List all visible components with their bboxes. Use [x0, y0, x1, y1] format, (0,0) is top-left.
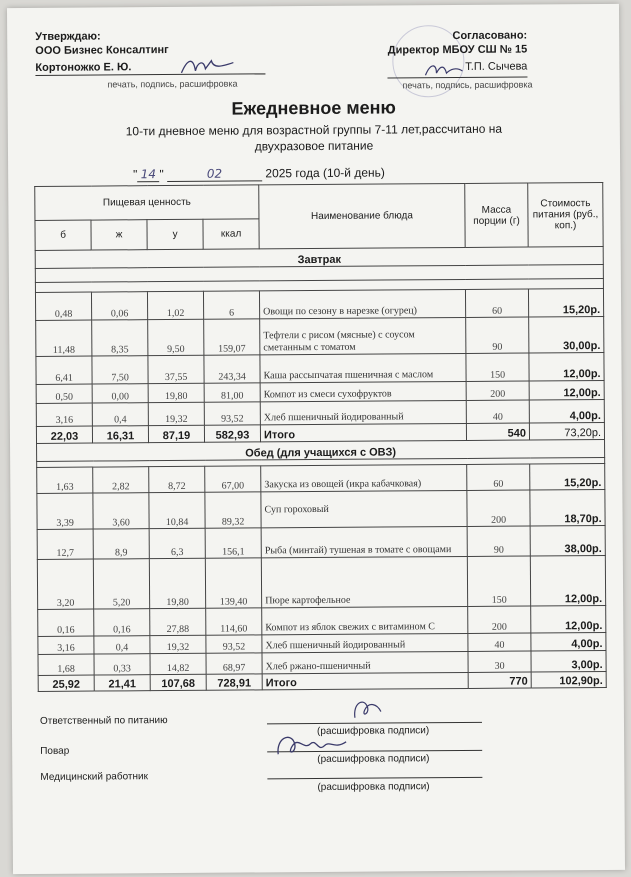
- cell-price: 3,00р.: [531, 650, 606, 672]
- header-mass: Масса порции (г): [465, 183, 528, 247]
- footer-responsible: Ответственный по питанию: [39, 715, 168, 727]
- cell-price: 15,20р.: [530, 463, 605, 490]
- cell-kcal: 93,52: [206, 635, 262, 653]
- cell-zh: 3,60: [93, 493, 149, 529]
- cell-price: 12,00р.: [529, 352, 604, 381]
- cell-zh: 0,06: [91, 292, 147, 320]
- footer-hint-cook: (расшифровка подписи): [317, 753, 430, 765]
- cell-u: 14,82: [150, 653, 206, 674]
- header-nutrition: Пищевая ценность: [35, 185, 259, 221]
- date-year: 2025 года (10-й день): [265, 165, 385, 181]
- cell-u: 19,32: [150, 635, 206, 653]
- approve-organization: ООО Бизнес Консалтинг: [35, 44, 169, 57]
- cell-u: 19,80: [148, 383, 204, 402]
- cell-zh: 0,33: [94, 654, 150, 675]
- cell-price: 18,70р.: [530, 489, 605, 526]
- footer-cook: Повар: [40, 745, 70, 757]
- cell-u: 27,88: [150, 608, 206, 635]
- cell-zh: 8,35: [92, 320, 148, 356]
- cell-kcal: 156,1: [205, 528, 261, 558]
- cell-dish: Суп гороховый: [261, 490, 467, 527]
- date-day: 14: [137, 167, 159, 182]
- cell-kcal: 159,07: [204, 319, 260, 355]
- agree-person: Т.П. Сычева: [465, 60, 528, 73]
- approve-hint: печать, подпись, расшифровка: [107, 78, 238, 90]
- cell-kcal: 243,34: [204, 355, 260, 383]
- cell-b: 3,20: [37, 559, 93, 609]
- cell-kcal: 68,97: [206, 653, 262, 674]
- total-mass: 540: [466, 423, 529, 440]
- table-row: [37, 525, 605, 559]
- cell-b: 3,16: [38, 636, 94, 654]
- total-price: 102,90р.: [531, 671, 606, 688]
- cell-mass: 30: [468, 651, 531, 672]
- total-u: 87,19: [148, 425, 204, 442]
- cell-u: 19,80: [149, 558, 205, 608]
- section-label: Завтрак: [35, 246, 603, 268]
- table-row: [36, 352, 604, 384]
- cell-mass: 60: [466, 289, 529, 317]
- cell-price: 12,00р.: [531, 605, 606, 633]
- cell-b: 12,7: [37, 529, 93, 559]
- cell-b: 1,63: [37, 467, 93, 493]
- cell-mass: 90: [466, 317, 529, 353]
- cell-dish: Компот из смеси сухофруктов: [260, 381, 466, 401]
- cell-mass: 200: [468, 606, 531, 633]
- page-subtitle: [8, 120, 620, 156]
- cell-zh: 0,4: [92, 403, 148, 426]
- approve-person: Кортоножко Е. Ю.: [35, 61, 132, 74]
- agree-hint: печать, подпись, расшифровка: [402, 79, 533, 91]
- menu-date: [133, 166, 385, 183]
- cell-kcal: 114,60: [206, 608, 262, 635]
- header-u: у: [147, 219, 203, 249]
- cell-dish: Закуска из овощей (икра кабачковая): [261, 464, 467, 491]
- cell-price: 4,00р.: [531, 632, 606, 651]
- cell-kcal: 139,40: [205, 558, 261, 608]
- cell-b: 0,16: [38, 609, 94, 636]
- approve-signature: [177, 53, 237, 79]
- cell-u: 8,72: [149, 466, 205, 492]
- cell-dish: Пюре картофельное: [261, 556, 467, 607]
- page-title: Ежедневное меню: [231, 97, 396, 119]
- header-cost: Стоимость питания (руб., коп.): [528, 182, 603, 247]
- date-open-quote: ": [133, 167, 138, 182]
- cell-mass: 40: [468, 633, 531, 651]
- table-row: [37, 463, 605, 493]
- cell-u: 6,3: [149, 528, 205, 558]
- subtitle-line-1: 10-ти дневное меню для возрастной группы 7-11 лет,рассчитано на: [125, 121, 503, 139]
- cell-mass: 60: [467, 464, 530, 490]
- cell-zh: 2,82: [93, 467, 149, 493]
- cell-kcal: 81,00: [204, 383, 260, 402]
- approval-block: [35, 29, 169, 75]
- cell-zh: 7,50: [92, 356, 148, 384]
- section-label: Обед (для учащихся с ОВЗ): [37, 439, 605, 461]
- header-zh: ж: [91, 220, 147, 250]
- cook-signature: [272, 728, 352, 763]
- cell-b: 1,68: [38, 654, 94, 675]
- menu-table: [34, 182, 607, 692]
- cell-b: 11,48: [36, 320, 92, 356]
- table-row: [37, 489, 605, 529]
- cell-zh: 0,16: [94, 609, 150, 636]
- cell-price: 4,00р.: [529, 399, 604, 423]
- cell-price: 30,00р.: [529, 316, 604, 353]
- agree-position: Директор МБОУ СШ № 15: [387, 43, 528, 57]
- cell-b: 0,48: [35, 292, 91, 320]
- cell-kcal: 6: [203, 291, 259, 319]
- subtitle-line-2: двухразовое питание: [254, 138, 374, 154]
- cell-mass: 150: [466, 353, 529, 381]
- cell-price: 15,20р.: [529, 288, 604, 317]
- agree-label: Согласовано:: [452, 29, 528, 43]
- cell-price: 12,00р.: [529, 380, 604, 400]
- footer-hint-medic: (расшифровка подписи): [317, 781, 430, 793]
- cell-kcal: 89,32: [205, 492, 261, 528]
- agree-signature: [422, 59, 466, 81]
- date-month: 02: [167, 166, 262, 182]
- cell-mass: 90: [467, 526, 530, 556]
- total-zh: 21,41: [94, 675, 150, 691]
- cell-mass: 150: [467, 556, 530, 606]
- total-kcal: 728,91: [206, 674, 262, 690]
- cell-b: 0,50: [36, 384, 92, 403]
- cell-dish: Тефтели с рисом (мясные) с соусом сметанным с томатом: [260, 317, 466, 354]
- cell-mass: 200: [466, 381, 529, 400]
- table-row: [35, 288, 603, 320]
- table-row: [37, 555, 605, 609]
- footer-medic: Медицинский работник: [40, 771, 149, 783]
- total-mass: 770: [468, 672, 531, 688]
- cell-kcal: 93,52: [204, 402, 260, 425]
- cell-dish: Овощи по сезону в нарезке (огурец): [260, 289, 466, 318]
- footer-line-medic: [267, 777, 482, 780]
- cell-dish: Хлеб пшеничный йодированный: [260, 400, 466, 424]
- cell-u: 9,50: [148, 319, 204, 355]
- total-label: Итого: [260, 423, 466, 441]
- header-dish: Наименование блюда: [259, 183, 465, 248]
- header-b: б: [35, 220, 91, 250]
- cell-u: 19,32: [148, 402, 204, 425]
- cell-zh: 5,20: [93, 559, 149, 609]
- cell-mass: 40: [466, 400, 529, 423]
- date-close-quote: ": [159, 167, 164, 182]
- total-kcal: 582,93: [204, 425, 260, 442]
- cell-dish: Каша рассыпчатая пшеничная с маслом: [260, 353, 466, 382]
- total-u: 107,68: [150, 674, 206, 690]
- cell-dish: Хлеб ржано-пшеничный: [262, 651, 468, 673]
- cell-b: 3,16: [36, 403, 92, 426]
- table-row: [38, 605, 606, 636]
- table-row: [36, 316, 604, 356]
- cell-u: 10,84: [149, 492, 205, 528]
- cell-dish: Рыба (минтай) тушеная в томате с овощами: [261, 526, 467, 557]
- total-price: 73,20р.: [529, 422, 604, 440]
- cell-dish: Хлеб пшеничный йодированный: [262, 633, 468, 652]
- cell-kcal: 67,00: [205, 466, 261, 492]
- cell-mass: 200: [467, 490, 530, 526]
- cell-u: 37,55: [148, 355, 204, 383]
- cell-zh: 8,9: [93, 529, 149, 559]
- total-row: [38, 671, 606, 691]
- footer-hint-responsible: (расшифровка подписи): [317, 725, 430, 737]
- cell-b: 6,41: [36, 356, 92, 384]
- cell-zh: 0,00: [92, 384, 148, 403]
- total-label: Итого: [262, 672, 468, 689]
- approve-label: Утверждаю:: [35, 30, 101, 43]
- header-kcal: ккал: [203, 219, 259, 249]
- cell-zh: 0,4: [94, 636, 150, 654]
- cell-b: 3,39: [37, 493, 93, 529]
- cell-price: 38,00р.: [530, 525, 605, 556]
- cell-dish: Компот из яблок свежих с витамином С: [262, 606, 468, 634]
- responsible-signature: [347, 696, 387, 724]
- cell-price: 12,00р.: [530, 555, 605, 606]
- total-zh: 16,31: [92, 426, 148, 443]
- menu-sheet: [7, 4, 625, 874]
- total-b: 22,03: [36, 426, 92, 443]
- cell-u: 1,02: [147, 291, 203, 319]
- total-b: 25,92: [38, 675, 94, 691]
